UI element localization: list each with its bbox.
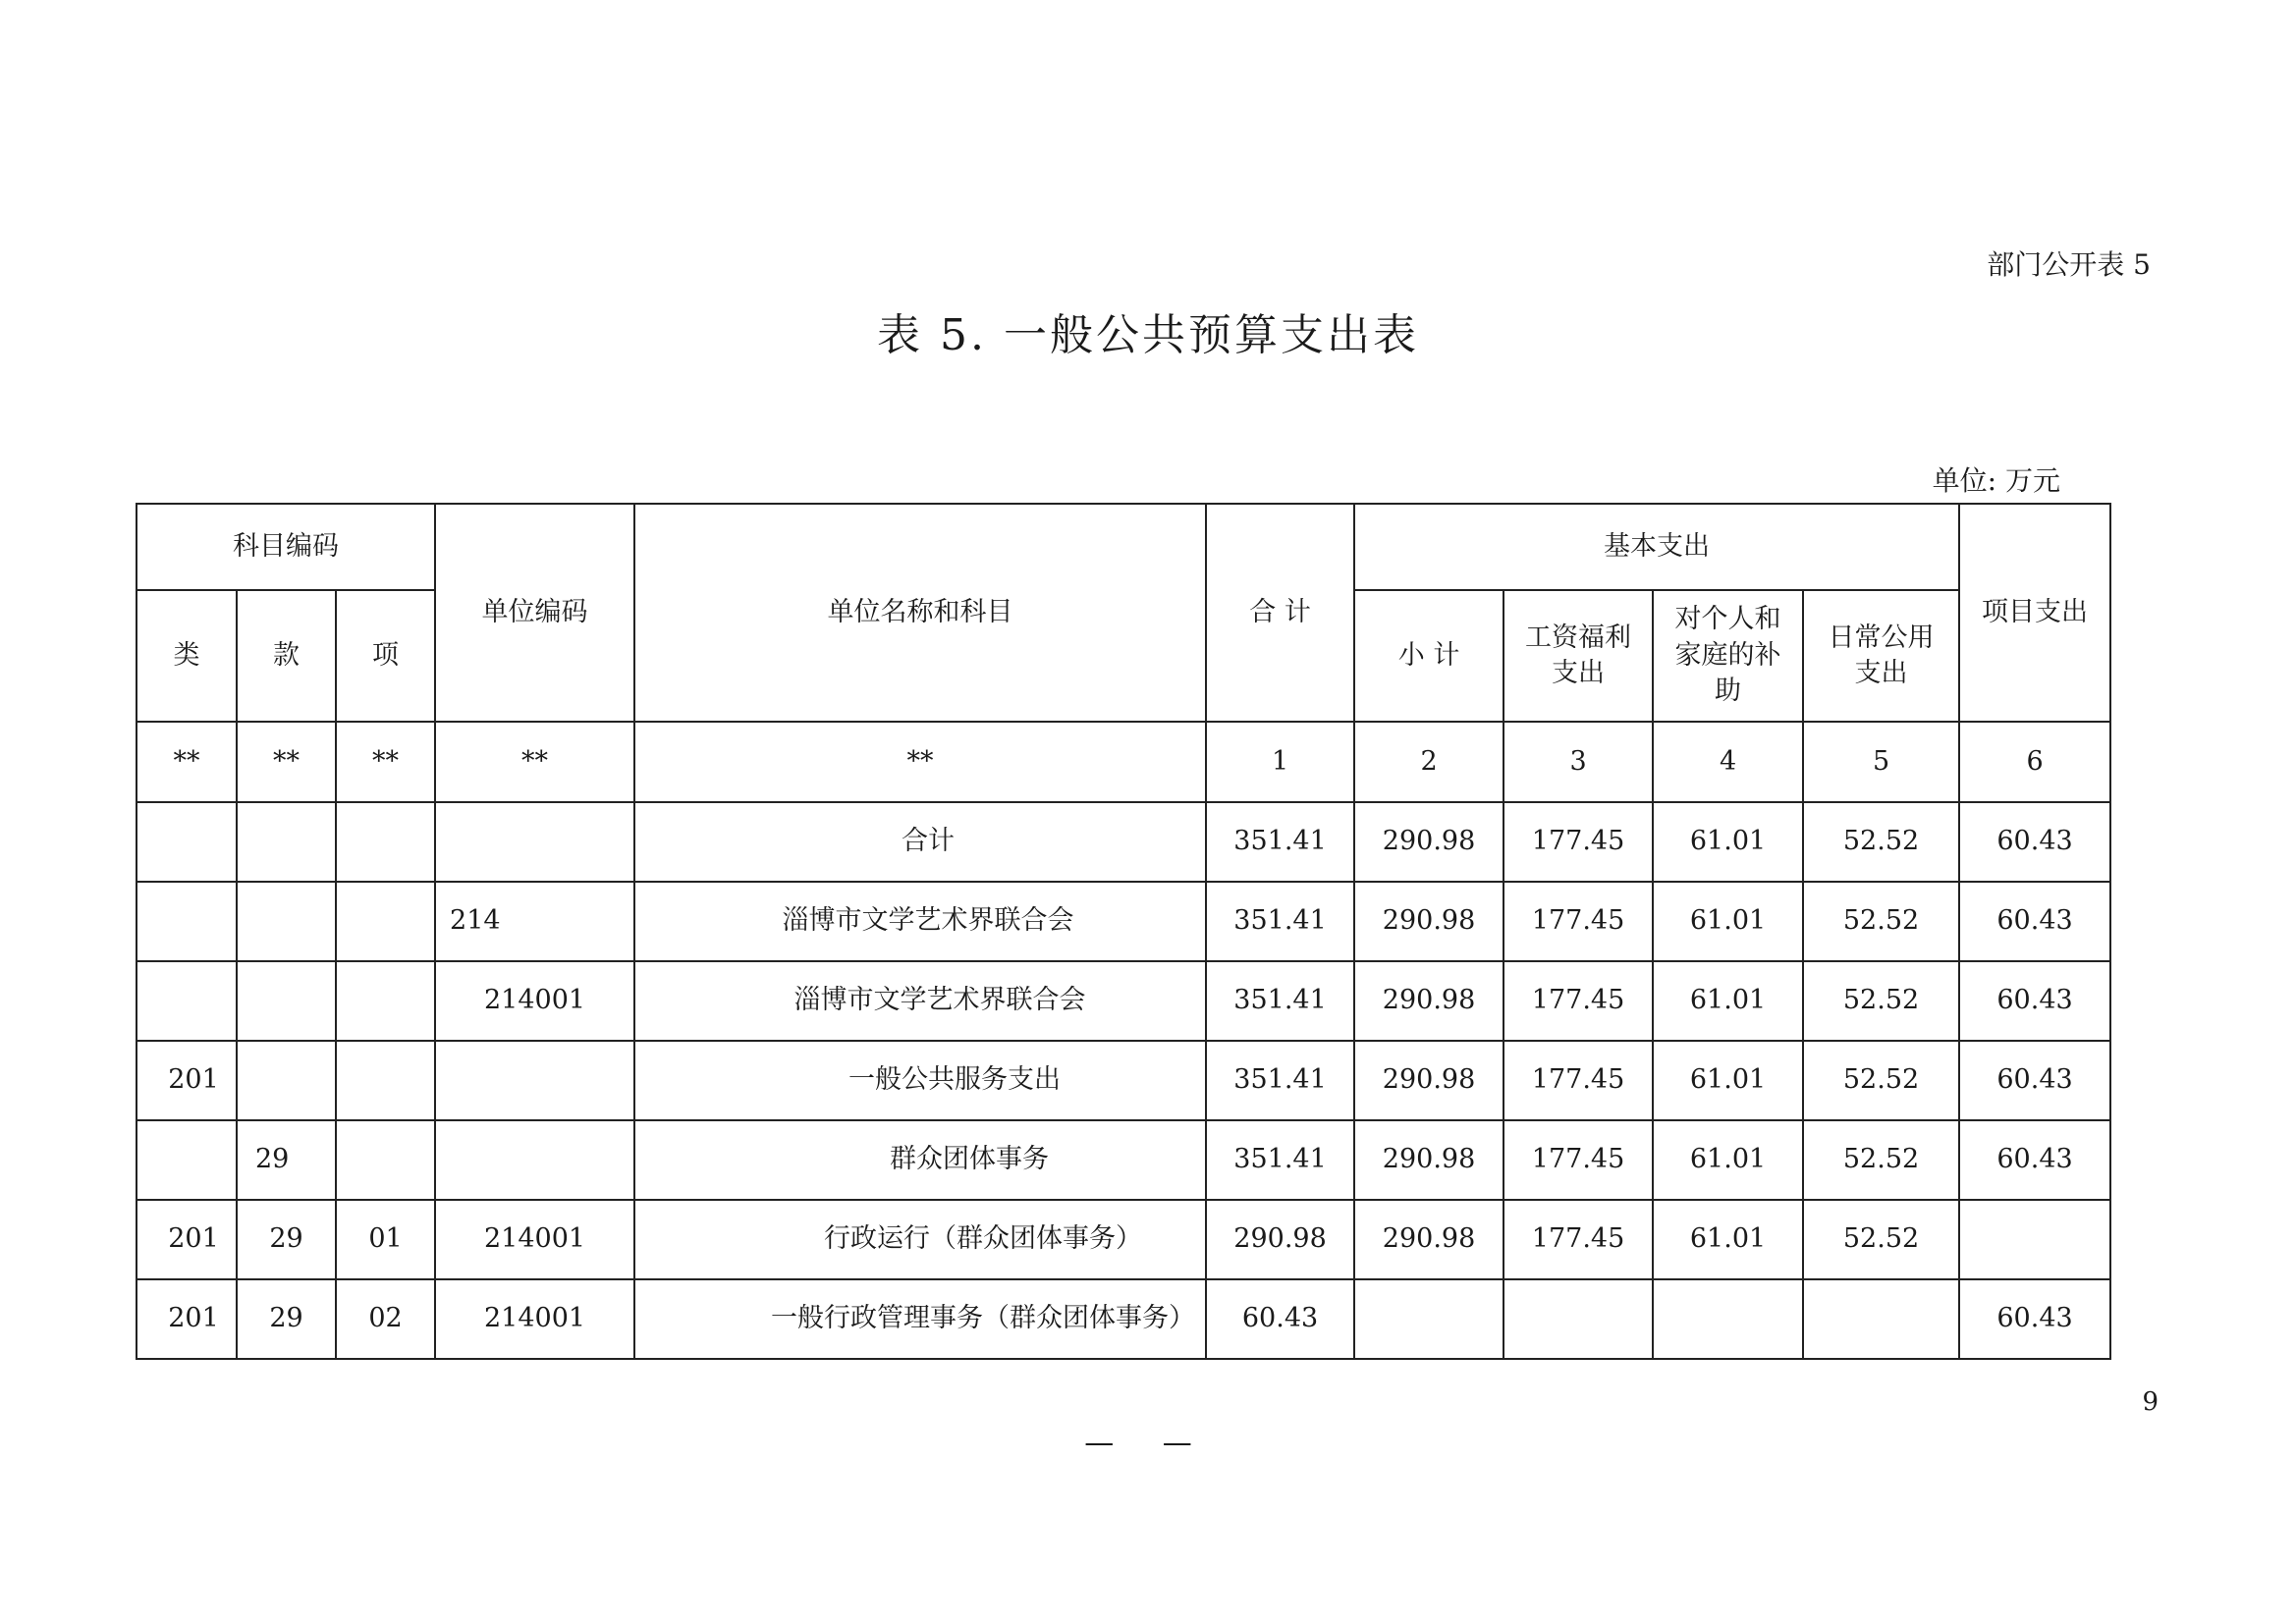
cell-xiang bbox=[336, 961, 435, 1041]
cell-kuan bbox=[237, 802, 336, 882]
page-number: 9 bbox=[2142, 1387, 2159, 1417]
cell-xiang: 02 bbox=[336, 1279, 435, 1359]
header-row-1 bbox=[137, 504, 2110, 590]
header-section: 款 bbox=[237, 590, 336, 722]
cell-daily: 52.52 bbox=[1803, 882, 1959, 961]
cell-project: 60.43 bbox=[1959, 961, 2110, 1041]
cell-lei: 201 bbox=[137, 1200, 237, 1279]
cell-subtotal: 290.98 bbox=[1354, 1200, 1503, 1279]
cell-xiang bbox=[336, 1120, 435, 1200]
cell-code bbox=[435, 802, 634, 882]
cell-wages: 177.45 bbox=[1503, 1041, 1653, 1120]
cell-personal: 61.01 bbox=[1653, 882, 1803, 961]
cell-total: 351.41 bbox=[1206, 961, 1354, 1041]
header-personal: 对个人和家庭的补助 bbox=[1653, 590, 1803, 722]
index-cell: ** bbox=[634, 722, 1206, 802]
cell-wages bbox=[1503, 1279, 1653, 1359]
budget-table bbox=[136, 503, 2111, 1360]
cell-total: 290.98 bbox=[1206, 1200, 1354, 1279]
cell-code: 214001 bbox=[435, 961, 634, 1041]
cell-project: 60.43 bbox=[1959, 1120, 2110, 1200]
header-daily: 日常公用支出 bbox=[1803, 590, 1959, 722]
cell-name: 淄博市文学艺术界联合会 bbox=[634, 961, 1206, 1041]
cell-personal bbox=[1653, 1279, 1803, 1359]
cell-kuan: 29 bbox=[237, 1279, 336, 1359]
cell-name: 淄博市文学艺术界联合会 bbox=[634, 882, 1206, 961]
cell-project bbox=[1959, 1200, 2110, 1279]
cell-total: 351.41 bbox=[1206, 802, 1354, 882]
header-total: 合 计 bbox=[1206, 504, 1354, 722]
table-row bbox=[137, 1041, 2110, 1120]
page-title: 表 5. 一般公共预算支出表 bbox=[877, 310, 1419, 360]
cell-subtotal: 290.98 bbox=[1354, 961, 1503, 1041]
table-row bbox=[137, 961, 2110, 1041]
cell-lei: 201 bbox=[137, 1041, 237, 1120]
unit-label: 单位: 万元 bbox=[1932, 464, 2060, 497]
cell-code: 214001 bbox=[435, 1200, 634, 1279]
index-cell: ** bbox=[137, 722, 237, 802]
cell-daily: 52.52 bbox=[1803, 1041, 1959, 1120]
cell-name: 群众团体事务 bbox=[634, 1120, 1206, 1200]
cell-lei bbox=[137, 961, 237, 1041]
cell-subtotal: 290.98 bbox=[1354, 882, 1503, 961]
header-wages: 工资福利支出 bbox=[1503, 590, 1653, 722]
cell-total: 351.41 bbox=[1206, 882, 1354, 961]
cell-wages: 177.45 bbox=[1503, 1120, 1653, 1200]
header-subject-code: 科目编码 bbox=[137, 504, 435, 590]
cell-project: 60.43 bbox=[1959, 882, 2110, 961]
index-cell: 4 bbox=[1653, 722, 1803, 802]
cell-xiang bbox=[336, 802, 435, 882]
cell-lei bbox=[137, 802, 237, 882]
cell-lei: 201 bbox=[137, 1279, 237, 1359]
cell-project: 60.43 bbox=[1959, 802, 2110, 882]
data-body bbox=[137, 802, 2110, 1359]
cell-kuan bbox=[237, 1041, 336, 1120]
cell-wages: 177.45 bbox=[1503, 882, 1653, 961]
table-row bbox=[137, 1279, 2110, 1359]
header-unit-code: 单位编码 bbox=[435, 504, 634, 722]
cell-daily: 52.52 bbox=[1803, 1200, 1959, 1279]
index-cell: ** bbox=[237, 722, 336, 802]
table-row bbox=[137, 1200, 2110, 1279]
header-unit-name: 单位名称和科目 bbox=[634, 504, 1206, 722]
cell-kuan bbox=[237, 961, 336, 1041]
cell-name: 行政运行（群众团体事务） bbox=[634, 1200, 1206, 1279]
cell-total: 351.41 bbox=[1206, 1120, 1354, 1200]
cell-code: 214001 bbox=[435, 1279, 634, 1359]
cell-name: 一般行政管理事务（群众团体事务） bbox=[634, 1279, 1206, 1359]
cell-name: 一般公共服务支出 bbox=[634, 1041, 1206, 1120]
cell-subtotal: 290.98 bbox=[1354, 1041, 1503, 1120]
index-cell: 6 bbox=[1959, 722, 2110, 802]
header-basic: 基本支出 bbox=[1354, 504, 1959, 590]
index-cell: ** bbox=[336, 722, 435, 802]
table-row bbox=[137, 1120, 2110, 1200]
cell-project: 60.43 bbox=[1959, 1041, 2110, 1120]
index-row bbox=[137, 722, 2110, 802]
cell-daily: 52.52 bbox=[1803, 1120, 1959, 1200]
cell-personal: 61.01 bbox=[1653, 802, 1803, 882]
table-row bbox=[137, 882, 2110, 961]
header-item: 项 bbox=[336, 590, 435, 722]
cell-personal: 61.01 bbox=[1653, 961, 1803, 1041]
index-cell: 1 bbox=[1206, 722, 1354, 802]
cell-code bbox=[435, 1041, 634, 1120]
cell-personal: 61.01 bbox=[1653, 1200, 1803, 1279]
cell-wages: 177.45 bbox=[1503, 1200, 1653, 1279]
cell-xiang bbox=[336, 882, 435, 961]
cell-subtotal: 290.98 bbox=[1354, 802, 1503, 882]
cell-lei bbox=[137, 882, 237, 961]
cell-personal: 61.01 bbox=[1653, 1120, 1803, 1200]
header-category: 类 bbox=[137, 590, 237, 722]
table-row bbox=[137, 802, 2110, 882]
cell-daily: 52.52 bbox=[1803, 802, 1959, 882]
cell-total: 60.43 bbox=[1206, 1279, 1354, 1359]
cell-code: 214 bbox=[435, 882, 634, 961]
cell-kuan: 29 bbox=[237, 1200, 336, 1279]
form-label: 部门公开表 5 bbox=[1987, 248, 2151, 281]
cell-xiang: 01 bbox=[336, 1200, 435, 1279]
cell-wages: 177.45 bbox=[1503, 802, 1653, 882]
cell-name: 合计 bbox=[634, 802, 1206, 882]
cell-daily bbox=[1803, 1279, 1959, 1359]
index-cell: 2 bbox=[1354, 722, 1503, 802]
index-cell: 3 bbox=[1503, 722, 1653, 802]
index-cell: 5 bbox=[1803, 722, 1959, 802]
header-subtotal: 小 计 bbox=[1354, 590, 1503, 722]
cell-xiang bbox=[336, 1041, 435, 1120]
cell-lei bbox=[137, 1120, 237, 1200]
cell-kuan bbox=[237, 882, 336, 961]
cell-kuan: 29 bbox=[237, 1120, 336, 1200]
index-cell: ** bbox=[435, 722, 634, 802]
cell-subtotal: 290.98 bbox=[1354, 1120, 1503, 1200]
cell-personal: 61.01 bbox=[1653, 1041, 1803, 1120]
cell-project: 60.43 bbox=[1959, 1279, 2110, 1359]
footer-dashes: — — bbox=[1084, 1426, 1212, 1460]
cell-subtotal bbox=[1354, 1279, 1503, 1359]
cell-daily: 52.52 bbox=[1803, 961, 1959, 1041]
header-project: 项目支出 bbox=[1959, 504, 2110, 722]
cell-wages: 177.45 bbox=[1503, 961, 1653, 1041]
cell-code bbox=[435, 1120, 634, 1200]
cell-total: 351.41 bbox=[1206, 1041, 1354, 1120]
